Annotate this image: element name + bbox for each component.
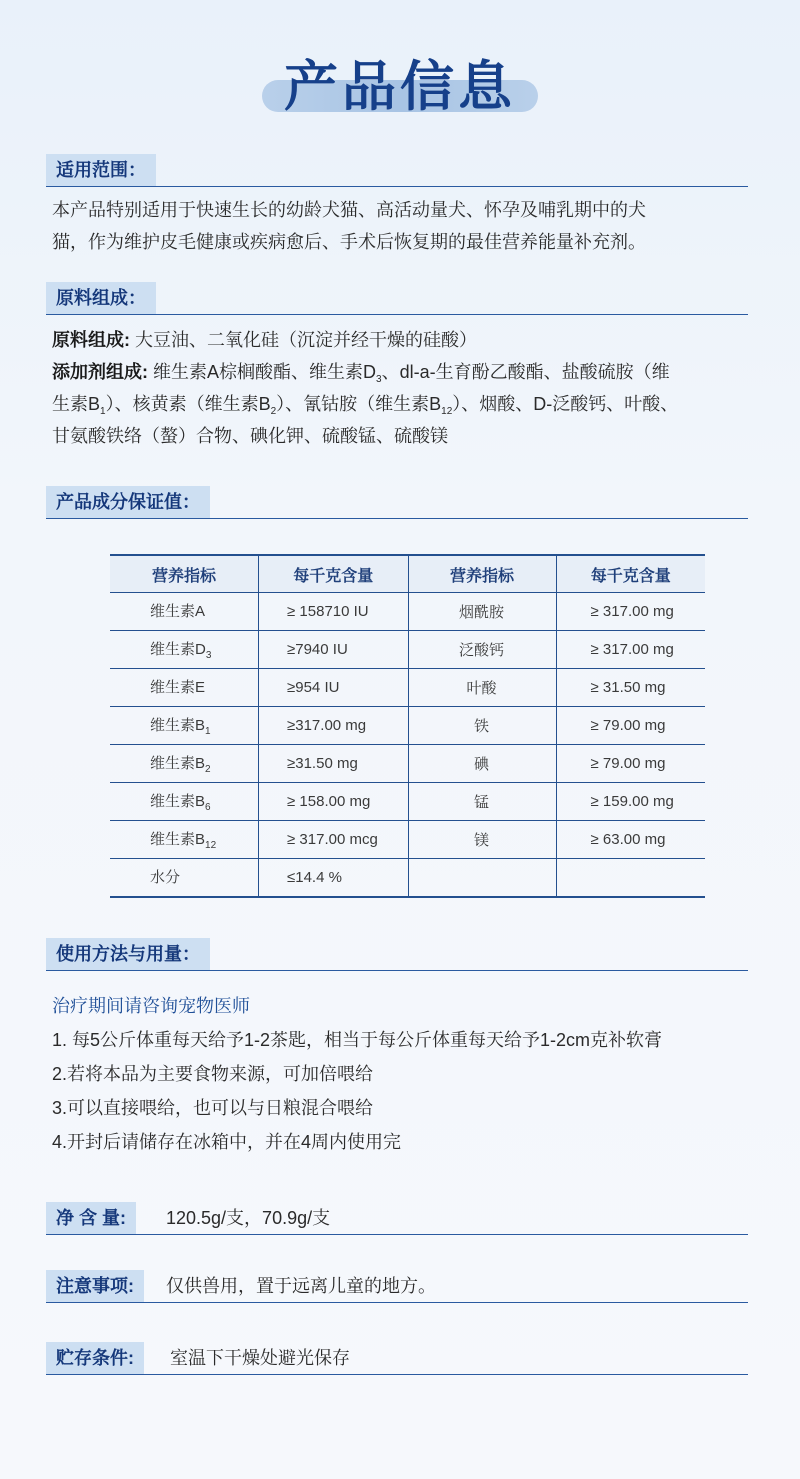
section-caution-header [46,1270,748,1303]
table-row [110,821,705,859]
table-row [110,859,705,898]
table-row [110,783,705,821]
table-header-amount-1: 每千克含量 [259,555,408,593]
page-title: 产品信息 [284,55,516,118]
section-ingredients-header [46,282,748,315]
nutrient-name: 水分 [110,859,259,898]
section-caution-tag: 注意事项: [46,1270,144,1302]
table-header-row [110,555,705,593]
nutrient-amount: ≤14.4 % [259,859,408,898]
nutrient-name: 维生素$B_{12}$ [110,821,259,859]
nutrient-name: 维生素$B_6$ [110,783,259,821]
nutrient-amount: ≥7940 IU [259,631,408,669]
table-header-amount-2: 每千克含量 [556,555,705,593]
usage-step-4: 4.开封后请储存在冰箱中，并在4周内使用完 [52,1132,402,1152]
raw-material-value: 大豆油、二氧化硅（沉淀并经干燥的硅酸） [130,330,477,350]
section-scope-header [46,154,748,187]
nutrient-amount: ≥ 317.00 mcg [259,821,408,859]
additive-text-1b: 、dl-a-生育酚乙酸酯、盐酸硫胺（维 [381,362,670,382]
nutrient-name: 维生素$B_1$ [110,707,259,745]
section-guarantee-header [46,486,748,519]
table-row [110,707,705,745]
nutrient-name: 维生素$B_2$ [110,745,259,783]
nutrient-amount: ≥ 31.50 mg [556,669,705,707]
section-ingredients-tag: 原料组成： [46,282,156,314]
additive-line-3: 甘氨酸铁络（螯）合物、碘化钾、硫酸锰、硫酸镁 [52,426,448,446]
raw-material-line [52,324,752,356]
guarantee-table [110,554,705,898]
nutrient-amount: ≥317.00 mg [259,707,408,745]
usage-step-3: 3.可以直接喂给，也可以与日粮混合喂给 [52,1098,374,1118]
section-scope-tag: 适用范围： [46,154,156,186]
nutrient-name [408,859,556,898]
usage-step-2: 2.若将本品为主要食物来源，可加倍喂给 [52,1064,374,1084]
raw-material-label: 原料组成: [52,330,130,350]
usage-step-1: 1. 每5公斤体重每天给予1-2茶匙，相当于每公斤体重每天给予1-2cm克补软膏 [52,1030,663,1050]
nutrient-name: 碘 [408,745,556,783]
nutrient-amount: ≥954 IU [259,669,408,707]
nutrient-amount: ≥ 317.00 mg [556,631,705,669]
nutrient-name: 维生素$D_3$ [110,631,259,669]
storage-value: 室温下干燥处避光保存 [170,1348,350,1368]
net-content-value: 120.5g/支，70.9g/支 [166,1208,331,1228]
nutrient-name: 锰 [408,783,556,821]
page-title-area [0,40,800,120]
nutrient-name: 泛酸钙 [408,631,556,669]
additive-text-2c: ）、氰钴胺（维生素B [276,394,442,414]
nutrient-amount: ≥ 63.00 mg [556,821,705,859]
additive-sub-1: 3 [376,374,382,385]
additive-sub-2b: 2 [270,406,277,417]
additive-text-1a: 维生素A棕榈酸酯、维生素D [148,362,377,382]
nutrient-name: 烟酰胺 [408,593,556,631]
table-row [110,631,705,669]
table-row [110,745,705,783]
table-header-nutrient-2: 营养指标 [408,555,556,593]
nutrient-name: 铁 [408,707,556,745]
section-usage-header [46,938,748,971]
additive-text-2b: ）、核黄素（维生素B [105,394,271,414]
section-usage-tag: 使用方法与用量： [46,938,210,970]
table-header-nutrient-1: 营养指标 [110,555,259,593]
additive-sub-2c: 12 [441,406,453,417]
additive-label: 添加剂组成: [52,362,148,382]
nutrient-amount: ≥ 159.00 mg [556,783,705,821]
scope-line-1: 本产品特别适用于快速生长的幼龄犬猫、高活动量犬、怀孕及哺乳期中的犬 [52,200,646,220]
nutrient-name: 叶酸 [408,669,556,707]
nutrient-name: 镁 [408,821,556,859]
section-net-header [46,1202,748,1235]
section-storage-header [46,1342,748,1375]
scope-line-2: 猫，作为维护皮毛健康或疾病愈后、手术后恢复期的最佳营养能量补充剂。 [52,232,646,252]
nutrient-name: 维生素A [110,593,259,631]
additive-sub-2a: 1 [100,406,106,417]
nutrient-amount: ≥ 79.00 mg [556,707,705,745]
nutrient-amount: ≥ 317.00 mg [556,593,705,631]
section-net-tag: 净 含 量: [46,1202,136,1234]
table-row [110,593,705,631]
section-storage-tag: 贮存条件: [46,1342,144,1374]
additive-text-2d: ）、烟酸、D-泛酸钙、叶酸、 [452,394,679,414]
section-guarantee-tag: 产品成分保证值： [46,486,210,518]
nutrient-amount: ≥31.50 mg [259,745,408,783]
nutrient-name: 维生素E [110,669,259,707]
additive-text-2a: 生素B [52,394,101,414]
nutrient-amount: ≥ 158.00 mg [259,783,408,821]
usage-note: 治疗期间请咨询宠物医师 [52,996,250,1016]
nutrient-amount: ≥ 158710 IU [259,593,408,631]
nutrient-amount [556,859,705,898]
nutrient-amount: ≥ 79.00 mg [556,745,705,783]
table-row [110,669,705,707]
caution-value: 仅供兽用，置于远离儿童的地方。 [166,1276,436,1296]
